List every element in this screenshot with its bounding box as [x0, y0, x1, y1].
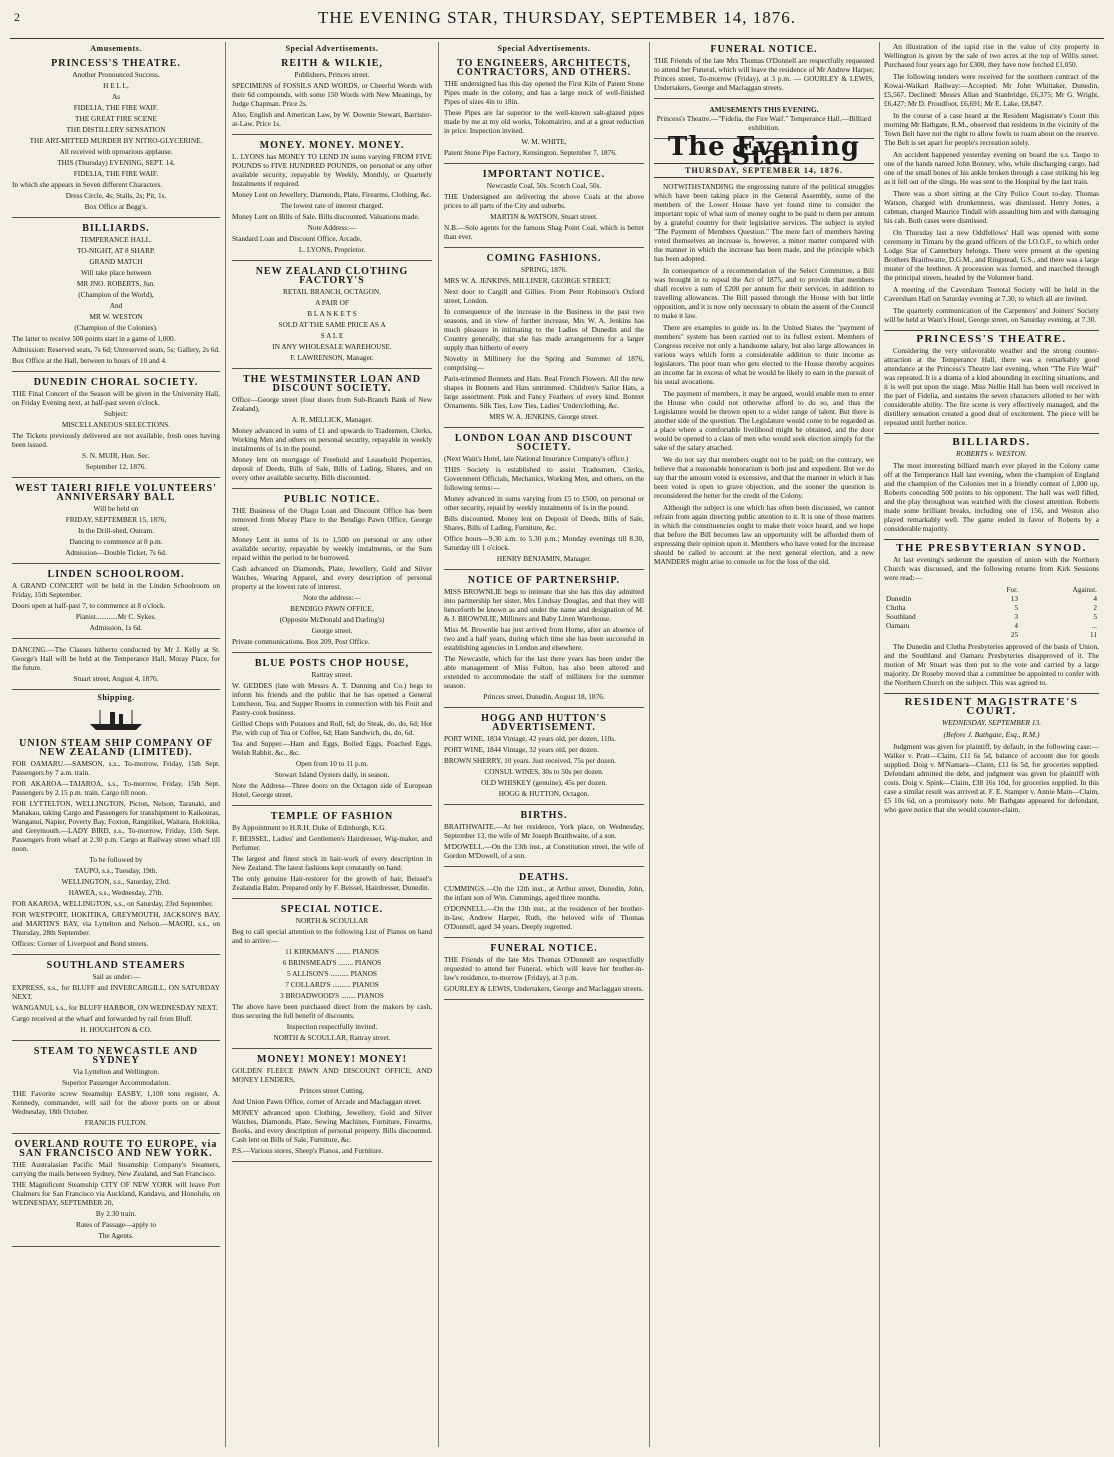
article-paragraph: The payment of members, it may be argued, would enable men to enter the House who could not otherwise afford to do so, and thus the Legislature would be thrown open to a wider range of talent. But there is another side of the question. The Legislature would come to be regarded as a place where a comfortable livelihood might be obtained, and the door would be opened to a class of men who would seek election simply for the sake of the salary attached.: [654, 389, 874, 452]
section-heading: Shipping.: [97, 693, 135, 702]
table-total: 11: [1089, 630, 1097, 639]
ad-line: THE ART-MITTED MURDER BY NITRO-GLYCERINE.: [29, 136, 203, 145]
ad-heading: AMUSEMENTS THIS EVENING.: [709, 105, 819, 114]
advertisement: [444, 941, 644, 1000]
table-header-cell: For.: [1006, 585, 1019, 594]
ad-line: In the Drill-shed, Outram.: [78, 526, 154, 535]
table-cell: Oamaru: [886, 621, 910, 630]
ad-line: Stewart Island Oysters daily, in season.: [274, 770, 390, 779]
advertisement: [444, 431, 644, 570]
ad-line: O'DONNELL.—On the 13th inst., at the residence of her brother-in-law, Andrew Harper, Ruth, the beloved wife of Thomas O'Donnell, aged 34 years. Deeply regretted.: [444, 904, 644, 931]
ad-line: George street.: [311, 626, 353, 635]
table-header-cell: [884, 585, 977, 594]
ad-line: SPECIMENS of FOSSILS AND WORDS, or Cheerful Words with their 6d compounds, with some 150 Words with New Meanings, by Judge Chapman. Price 2s.: [232, 81, 432, 108]
ad-heading: SPECIAL NOTICE.: [280, 904, 384, 915]
paper-title: The Evening Star: [667, 132, 861, 171]
ad-line: W. M. WHITE,: [521, 137, 567, 146]
ad-line: Princes street, Dunedin, August 18, 1876.: [483, 692, 605, 701]
advertisement: [444, 56, 644, 164]
advertisement: [12, 1137, 220, 1247]
ad-heading: HOGG AND HUTTON'S ADVERTISEMENT.: [481, 713, 607, 733]
ad-line: THE Australasian Pacific Mail Steamship Company's Steamers, carrying the mails between Sydney, New Zealand, and San Francisco.: [12, 1160, 220, 1178]
ad-heading: BLUE POSTS CHOP HOUSE,: [254, 658, 410, 669]
advertisement: [232, 56, 432, 135]
ad-line: L. LYONS has MONEY TO LEND IN sums varying FROM FIVE POUNDS to FIVE HUNDRED POUNDS, on personal or any other available security, repayable by Weekly, Monthly, or Quarterly Instalments if required.: [232, 152, 432, 188]
ad-heading: STEAM TO NEWCASTLE AND SYDNEY: [33, 1046, 199, 1066]
advertisement: [12, 56, 220, 218]
ad-line: THE GREAT FIRE SCENE: [75, 114, 157, 123]
ad-line: NORTH & SCOULLAR: [295, 916, 369, 925]
ad-heading: REITH & WILKIE,: [281, 58, 383, 69]
ad-line: GOURLEY & LEWIS, Undertakers, George and Maclaggan streets.: [444, 984, 644, 993]
article-text: The Dunedin and Clutha Presbyteries approved of the basis of Union, and the Southland and Oamaru Presbyteries disapproved of it. The motion of Mr Stuart was then put to the vote and carried by a large majority. Dr Roseby moved that a committee be appointed to confer with the Northern Church on the subject. This was agreed to.: [884, 642, 1099, 687]
ad-line: Admission, 1s 6d.: [89, 623, 143, 632]
ad-heading: THE WESTMINSTER LOAN AND DISCOUNT SOCIETY.: [242, 374, 422, 394]
ad-line: GOLDEN FLEECE PAWN AND DISCOUNT OFFICE, AND MONEY LENDERS,: [232, 1066, 432, 1084]
ad-line: September 12, 1876.: [85, 462, 147, 471]
ad-text: Princess's Theatre.—"Fidelia, the Fire Waif." Temperance Hall.—Billiard exhibition.: [656, 114, 872, 132]
ad-line: A GRAND CONCERT will be held in the Linden Schoolroom on Friday, 15th September.: [12, 581, 220, 599]
ad-line: The latter to receive 500 points start in a game of 1,000.: [12, 334, 176, 343]
article-paragraph: NOTWITHSTANDING the engrossing nature of the political struggles which have been taking place in the General Assembly, some of the members of the Lower House have yet found time to consider the important topic of what sum of money ought to be paid to them per annum by a grateful country for their legislative services. The subject is styled "The Payment of Members Question." The mere fact of members having voted themselves an increase is, however, a minor matter compared with the manner in which the increase has been made, and the principle which has been adopted.: [654, 182, 874, 263]
article-text: At last evening's sederunt the question of union with the Northern Church was discussed, and the following returns from Kirk Sessions were read:—: [884, 555, 1099, 582]
table-cell: 3: [1014, 612, 1019, 621]
ad-line: H E L L,: [103, 81, 129, 90]
ad-line: The Agents.: [98, 1231, 134, 1240]
column-1: [12, 42, 220, 1447]
section-heading: Amusements.: [90, 44, 142, 53]
ad-line: GRAND MATCH: [89, 257, 143, 266]
ad-line: FIDELIA, THE FIRE WAIF.: [73, 169, 159, 178]
advertisement: [232, 902, 432, 1049]
ad-line: The lowest rate of interest charged.: [280, 201, 384, 210]
ad-line: Money Lent in sums of 1s to 1,500 on personal or any other available security, repayable by weekly instalments, or the Sum repaid within the period to be borrowed.: [232, 535, 432, 562]
ad-line: Note Address:—: [307, 223, 357, 232]
ad-line: The above have been purchased direct from the makers by cash, thus securing the full benefit of discounts.: [232, 1002, 432, 1020]
ad-line: RETAIL BRANCH, OCTAGON.: [283, 287, 381, 296]
ad-line: SOLD AT THE SAME PRICE AS A: [278, 320, 386, 329]
table-cell: Southland: [886, 612, 916, 621]
ad-line: Another Pronounced Success.: [72, 70, 160, 79]
advertisement: [12, 736, 220, 955]
article-paragraph: Although the subject is one which has often been discussed, we cannot refrain from again directing public attention to it. It is one of those matters in which the constituencies ought to make their voice heard, and we hope that before the Bill becomes law an opportunity will be afforded them of expressing their opinion upon it. Members who have voted for the increase should be called to account at the next general election, and a new MANDERS might arise to console us for the loss of the old.: [654, 503, 874, 566]
ad-heading: WEST TAIERI RIFLE VOLUNTEERS' ANNIVERSARY BALL: [15, 483, 217, 503]
ad-line: THE Undersigned are delivering the above Coals at the above prices to all parts of the City and suburbs.: [444, 192, 644, 210]
special-ads: [444, 56, 644, 1000]
ad-line: Newcastle Coal, 50s. Scotch Coal, 50s.: [486, 181, 602, 190]
ad-line: Paris-trimmed Bonnets and Hats. Real French Flowers. All the new shapes in Bonnets and Hats untrimmed. Children's Sailor Hats, a large assortment. Pink and Fancy Feathers of every kind. Bonnet Ornaments. Silk Ties, Low Ties, Ladies' Underclothing, &c.: [444, 374, 644, 410]
ad-line: MR JNO. ROBERTS, Jun.: [76, 279, 156, 288]
ad-line: MARTIN & WATSON, Stuart street.: [490, 212, 598, 221]
court-date: WEDNESDAY, SEPTEMBER 13.: [941, 718, 1042, 727]
ad-line: MONEY advanced upon Clothing, Jewellery, Gold and Silver Watches, Diamonds, Plate, Sewing Machines, Furniture, Firearms, Books, and every description of personal property. Bills discounted. Cash lent on Bills of Sale, Furniture, &c.: [232, 1108, 432, 1144]
advertisement: [12, 221, 220, 372]
article-text: The most interesting billiard match ever played in the Colony came off at the Temperance Hall last evening, when the champion of England and the champion of the Colonies met in a friendly contest of 1,000 up, Roberts conceding 500 points to his opponent. The hall was well filled, and the play throughout was watched with the closest attention. Roberts made some brilliant breaks, including one of 156, and Weston also played remarkably well. The game ended in favor of Roberts by a considerable majority.: [884, 461, 1099, 533]
ad-line: Note the address:—: [303, 593, 361, 602]
ad-line: S. N. MUIR, Hon. Sec.: [82, 451, 150, 460]
advertisement: [12, 642, 220, 690]
ad-line: P.S.—Various stores, Sheep's Pianos, and Furniture.: [232, 1146, 384, 1155]
ad-line: THE undersigned has this day opened the First Kiln of Patent Stone Pipes made in the colony, and has a large stock of well-finished Pipes of sizes 4in to 18in.: [444, 79, 644, 106]
ad-line: A PAIR OF: [315, 298, 349, 307]
ad-heading: BILLIARDS.: [82, 223, 150, 234]
ad-line: Tea and Supper.—Ham and Eggs, Boiled Eggs, Poached Eggs, Welsh Rabbit, &c., &c.: [232, 739, 432, 757]
ad-line: NORTH & SCOULLAR, Rattray street.: [273, 1033, 391, 1042]
ad-heading: NEW ZEALAND CLOTHING FACTORY'S: [255, 266, 409, 286]
ad-line: By 2.30 train.: [95, 1209, 137, 1218]
advertisement: [232, 138, 432, 261]
ad-heading: BIRTHS.: [520, 810, 568, 821]
news-paragraph: The quarterly communication of the Carpenters' and Joiners' Society will be held at Wain's Hotel, George street, on Saturday evening, at 7.30.: [884, 306, 1099, 324]
ad-line: TAUPO, s.s., Tuesday, 19th.: [74, 866, 158, 875]
ad-text: THE Friends of the late Mrs Thomas O'Donnell are respectfully requested to attend her Funeral, which will leave the residence of Mr Andrew Harper, Princes street, To-morrow (Friday), at 3 p.m. — GOURLEY & LEWIS, Undertakers, George and Maclaggan streets.: [654, 56, 874, 92]
ad-line: N.B.—Sole agents for the famous Shag Point Coal, which is better than ever.: [444, 223, 644, 241]
ad-line: FIDELIA, THE FIRE WAIF.: [73, 103, 159, 112]
ad-line: Grilled Chops with Potatoes and Roll, 6d; do Steak, do, do, 6d; Hot Pie, with cup of Tea or Coffee, 6d; Ham Sandwich, do, do, 6d.: [232, 719, 432, 737]
table-cell: Dunedin: [886, 594, 912, 603]
ad-line: FOR WESTPORT, HOKITIKA, GREYMOUTH, JACKSON'S BAY, and MARTIN'S BAY, via Lyttelton and Nelson.—MAORI, s.s., on Thursday, 28th September.: [12, 910, 220, 937]
ad-line: Will be held on: [93, 504, 139, 513]
advertisement: [12, 375, 220, 478]
ad-line: HOGG & HUTTON, Octagon.: [498, 789, 590, 798]
article-text: Considering the very unfavorable weather and the strong counter-attraction at the Temperance Hall, there was a remarkably good attendance at the Princess's Theatre last evening, when "The Fire Waif" was repeated. It is a drama of a kind abounding in exciting situations, and it is well put upon the stage. Miss Nellie Hall has been well received in the part of Fidelia, and sustains the seven characters allotted to her with considerable ability. The fire scene is very effectively managed, and the distillery sensation created a good deal of excitement. The piece will be repeated until further notice.: [884, 346, 1099, 427]
ad-line: Superior Passenger Accommodation.: [61, 1078, 170, 1087]
ad-line: And: [109, 301, 123, 310]
ad-line: Rattray street.: [311, 670, 353, 679]
ad-line: TO-NIGHT, AT 8 SHARP.: [76, 246, 156, 255]
ad-line: MISS BROWNLIE begs to intimate that she has this day admitted into partnership her sister, Mrs Lindsay Douglas, and that they will henceforth be known as and under the name and designation of M. & J. BROWNLIE, Milliners and Baby Linen Warehouse.: [444, 587, 644, 623]
ad-line: H. HOUGHTON & CO.: [80, 1025, 152, 1034]
table-total: 25: [1010, 630, 1019, 639]
ad-line: Also, English and American Law, by W. Downie Stewart, Barrister-at-Law. Price 1s.: [232, 110, 432, 128]
advertisement: [444, 870, 644, 938]
ad-line: Money lent on mortgage of Freehold and Leasehold Properties, deposit of Deeds, Bills of Sale, Bills of Lading, Shares, and on every other available security. Bills discounted.: [232, 455, 432, 482]
ad-line: Rates of Passage—apply to: [75, 1220, 157, 1229]
ad-line: Cash advanced on Diamonds, Plate, Jewellery, Gold and Silver Watches, Wearing Apparel, and every description of personal property at the lowest rate of interest.: [232, 564, 432, 591]
advertisement: [232, 264, 432, 369]
advertisement: [232, 809, 432, 899]
advertisement: [232, 1052, 432, 1162]
ad-line: In which she appears in Seven different Characters.: [12, 180, 163, 189]
dateline: THURSDAY, SEPTEMBER 14, 1876.: [654, 163, 874, 178]
ad-line: FRANCIS FULTON.: [84, 1118, 148, 1127]
section-heading: Special Advertisements.: [497, 44, 591, 53]
ad-line: Via Lyttelton and Wellington.: [72, 1067, 160, 1076]
ad-line: A. R. MELLICK, Manager.: [291, 415, 373, 424]
ad-line: 11 KIRKMAN'S ........ PIANOS: [285, 947, 379, 956]
ad-heading: PRINCESS'S THEATRE.: [51, 58, 181, 69]
leading-article: [654, 182, 874, 566]
advertisement: [232, 372, 432, 489]
ad-line: THE Business of the Otago Loan and Discount Office has been removed from Moray Place to the Bendigo Pawn Office, George street.: [232, 506, 432, 533]
advertisement: [444, 808, 644, 867]
ad-line: THE Favorite screw Steamship EASBY, 1,100 tons register, A. Kennedy, commander, will sail for the above ports on or about Wednesday, 18th October.: [12, 1089, 220, 1116]
ad-line: 3 BROADWOOD'S ........ PIANOS: [280, 991, 384, 1000]
ad-line: 6 BRINSMEAD'S ........ PIANOS: [282, 958, 382, 967]
ad-line: MR W. WESTON: [89, 312, 143, 321]
ad-line: Private communications. Box 209, Post Office.: [232, 637, 370, 646]
ad-line: Bills discounted. Money lent on Deposit of Deeds, Bills of Sale, Shares, Bills of Lading, Furniture, &c.: [444, 514, 644, 532]
ad-heading: PUBLIC NOTICE.: [283, 494, 381, 505]
table-cell: 5: [1093, 612, 1097, 621]
article-paragraph: In consequence of a recommendation of the Select Committee, a Bill was brought in to repeal the Act of 1875, and to provide that members shall receive a sum of £200 per annum for their services, in addition to travelling allowances. The Bill passed through the House with but little opposition, and it is now only necessary to obtain the assent of the Council to make it law.: [654, 266, 874, 320]
ad-line: Dress Circle, 4s; Stalls, 2s; Pit, 1s.: [65, 191, 167, 200]
court-before: (Before J. Bathgate, Esq., R.M.): [943, 730, 1040, 739]
table-row: [884, 621, 1099, 630]
ad-line: BENDIGO PAWN OFFICE,: [290, 604, 374, 613]
table-cell: Clutha: [886, 603, 906, 612]
news-paragraph: The following tenders were received for the southern contract of the Kowai-Waikari Railway:—Accepted: Mr John Whittaker, Dunedin, £5,567. Declined: Messrs Allan and Stanbridge, £6,375; Mr G. Wright, £6,427; Mr D. Proudfoot, £6,691; Mr E. Lake, £8,847.: [884, 72, 1099, 108]
shipping-ads: [12, 736, 220, 1247]
ad-line: Money advanced in sums varying from £5 to £500, on personal or other security, repaid by weekly instalments of 1s in the pound.: [444, 494, 644, 512]
article-heading: THE PRESBYTERIAN SYNOD.: [884, 539, 1099, 553]
ad-heading: FUNERAL NOTICE.: [490, 943, 598, 954]
table-row: [884, 594, 1099, 603]
ad-line: 7 COLLARD'S .......... PIANOS: [285, 980, 379, 989]
masthead: [0, 8, 1114, 38]
column-2: [232, 42, 432, 1447]
ad-line: Office hours—9.30 a.m. to 5.30 p.m.; Monday evenings till 8.30, Saturday till 1 o'clock.: [444, 534, 644, 552]
column-divider: [879, 42, 880, 1447]
ad-line: The largest and finest stock in hair-work of every description in New Zealand. The latest fashions kept constantly on hand.: [232, 854, 432, 872]
ad-heading: OVERLAND ROUTE TO EUROPE, via SAN FRANCISCO AND NEW YORK.: [14, 1139, 218, 1159]
ad-line: Standard Loan and Discount Office, Arcade.: [232, 234, 362, 243]
ad-line: Pianist............Mr C. Sykes.: [75, 612, 157, 621]
ad-line: Sail as under:—: [92, 972, 140, 981]
ad-heading: MONEY. MONEY. MONEY.: [259, 140, 405, 151]
funeral-notice: [654, 42, 874, 99]
ad-line: OLD WHISKEY (genuine), 45s per dozen.: [481, 778, 607, 787]
ad-line: F. LAWRENSON, Manager.: [290, 353, 374, 362]
ad-line: Patent Stone Pipe Factory, Kensington. September 7, 1876.: [444, 148, 617, 157]
ad-line: WANGANUI, s.s., for BLUFF HARBOR, ON WEDNESDAY NEXT.: [12, 1003, 218, 1012]
table-cell: 4: [1093, 594, 1097, 603]
ad-heading: DUNEDIN CHORAL SOCIETY.: [33, 377, 199, 388]
ad-heading: FUNERAL NOTICE.: [710, 44, 818, 55]
ad-line: Note the Address—Three doors on the Octagon side of European Hotel, George street.: [232, 781, 432, 799]
column-4: [654, 42, 874, 1447]
ad-line: (Champion of the World),: [78, 290, 154, 299]
ad-line: CONSUL WINES, 30s to 50s per dozen.: [484, 767, 604, 776]
ad-line: In consequence of the increase in the Business in the past two seasons, and in view of further increase, Mrs W. A. Jenkins has much pleasure in intimating to the Ladies of Dunedin and the Country generally, that she has made arrangements for a larger supply than hitherto of every: [444, 307, 644, 352]
ad-line: F. BEISSEL, Ladies' and Gentlemen's Hairdresser, Wig-maker, and Perfumer.: [232, 834, 432, 852]
ad-line: THE Magnificent Steamship CITY OF NEW YORK will leave Port Chalmers for San Francisco via Auckland, Kandavu, and Honolulu, on WEDNESDAY, SEPTEMBER 20,: [12, 1180, 220, 1207]
table-cell: 2: [1093, 603, 1097, 612]
ad-heading: SOUTHLAND STEAMERS: [46, 960, 186, 971]
news-paragraph: An illustration of the rapid rise in the value of city property in Wellington is given by the sale of two acres at the top of Willis street. Purchased four years ago for £300, they have now fetched £1,050.: [884, 42, 1099, 69]
ad-line: By Appointment to H.R.H. Duke of Edinburgh, K.G.: [232, 823, 387, 832]
article-paragraph: There are examples to guide us. In the United States the "payment of members" system has been carried out to its fullest extent. Members of Congress receive not only a handsome salary, but also large allowances in various ways which form a considerable addition to their income as legislators. The poor man who gets elected to the House thereby acquires an income far in excess of what he would be likely to earn in the pursuit of his usual avocations.: [654, 323, 874, 386]
ad-line: B L A N K E T S: [307, 309, 357, 318]
advertisement: [12, 958, 220, 1041]
ad-line: Admission: Reserved seats, 7s 6d; Unreserved seats, 5s; Gallery, 2s 6d.: [12, 345, 220, 354]
ad-line: Princes street Cutting,: [299, 1086, 365, 1095]
ad-heading: LINDEN SCHOOLROOM.: [47, 569, 185, 580]
steamship-icon: [86, 706, 146, 732]
ad-line: Open from 10 to 11 p.m.: [295, 759, 369, 768]
table-cell: ...: [1091, 621, 1097, 630]
ad-line: BRAITHWAITE.—At her residence, York place, on Wednesday, September 13, the wife of Mr Joseph Braithwaite, of a son.: [444, 822, 644, 840]
advertisement: [444, 167, 644, 248]
ad-line: The Newcastle, which for the last three years has been under the able management of Miss Fulton, has also been altered and extended to accommodate the staff of milliners for the summer season.: [444, 654, 644, 690]
ad-line: Box Office at the Hall, between to hours of 10 and 4.: [12, 356, 167, 365]
ad-line: 5 ALLISON'S .......... PIANOS: [287, 969, 377, 978]
article-subheading: ROBERTS v. WESTON.: [956, 449, 1027, 458]
article-text: Judgment was given for plaintiff, by default, in the following case:—Walker v. Pratt—Claim, £11 6s 5d, balance of account due for goods supplied. Doig v. M'Namara—Claim, £11 6s 5d, for groceries supplied. Defendant admitted the debt, and judgment was given for plaintiff with costs. Doig v. Spink—Claim, £38 16s 10d, for groceries supplied. In this case a similar result was arrived at. F. E. Stamper v. Annie Main—Claim, £5 10s 6d, on a promissory note. Mr Bathgate appeared for defendant, who gave notice that she would counter-claim.: [884, 742, 1099, 814]
ad-line: The only genuine Hair-restorer for the growth of hair, Beissel's Zealandia Balm. Prepared only by F. Beissel, Hairdresser, Dunedin.: [232, 874, 432, 892]
news-paragraph: On Thursday last a new Oddfellows' Hall was opened with some ceremony in Timaru by the grand officers of the I.O.O.F., to which order Lodge Star of Canterbury belongs. There were present at the opening Brothers Braithwaite, D.G.M., and Ringstead, G.S., and there was a large muster of the brethren. A procession was formed, and marched through the principal streets, headed by the Volunteer band.: [884, 228, 1099, 282]
ad-line: M'DOWELL.—On the 13th inst., at Constitution street, the wife of Gordon M'Dowell, of a son.: [444, 842, 644, 860]
ad-line: PORT WINE, 1834 Vintage, 42 years old, per dozen, 110s.: [444, 734, 616, 743]
news-paragraph: A meeting of the Caversham Teetotal Society will be held in the Caversham Hall on Saturday evening at 7.30, to which all are invited.: [884, 285, 1099, 303]
advertisement: [12, 1044, 220, 1134]
amusement-ads: [12, 56, 220, 690]
ad-line: L. LYONS, Proprietor.: [298, 245, 366, 254]
column-5: [884, 42, 1099, 1447]
advertisement: [444, 251, 644, 428]
ad-line: Cargo received at the wharf and forwarded by rail from Bluff.: [12, 1014, 193, 1023]
table-row: [884, 603, 1099, 612]
ad-line: SPRING, 1876.: [520, 265, 568, 274]
ad-line: Miss M. Brownlie has just arrived from Home, after an absence of two and a half years, during which time she has been successful in establishing agencies in London and elsewhere.: [444, 625, 644, 652]
ad-line: THE Final Concert of the Season will be given in the University Hall, on Friday Evening next, at half-past seven o'clock.: [12, 389, 220, 407]
ad-line: TEMPERANCE HALL.: [80, 235, 152, 244]
article-paragraph: We do not say that members ought not to be paid; on the contrary, we believe that a reasonable honorarium is both just and expedient. But we do say that the amount voted is excessive, and that the manner in which it has been voted is open to grave objection, and the sooner the question is reconsidered the better for the credit of the Colony.: [654, 455, 874, 500]
ad-line: W. GEDDES (late with Messrs A. T. Dunning and Co.) begs to inform his friends and the public that he has opened a General Luncheon, Tea, and Supper Rooms in connection with his Fruit and Pastry-cook business.: [232, 681, 432, 717]
ad-line: MRS W. A. JENKINS, George street.: [489, 412, 599, 421]
ad-line: S A L E: [320, 331, 344, 340]
ad-line: Money Lent on Jewellery, Diamonds, Plate, Firearms, Clothing, &c.: [232, 190, 432, 199]
ad-heading: IMPORTANT NOTICE.: [482, 169, 606, 180]
column-divider: [225, 42, 226, 1447]
ad-line: THIS Society is established to assist Tradesmen, Clerks, Government Officials, Mechanics, Working Men, and others, on the following terms:—: [444, 465, 644, 492]
ad-line: THE DISTILLERY SENSATION: [66, 125, 166, 134]
ad-line: FOR AKAROA—TAIAROA, s.s., To-morrow, Friday, 15th Sept. Passengers by 2.15 p.m. train. Cargo till noon.: [12, 779, 220, 797]
ad-line: Dancing to commence at 8 p.m.: [69, 537, 163, 546]
ad-line: MRS W. A. JENKINS, MILLINER, GEORGE STREET,: [444, 276, 611, 285]
ad-line: And Union Pawn Office, corner of Arcade and Maclaggan street.: [232, 1097, 422, 1106]
ad-line: Publishers, Princes street.: [294, 70, 370, 79]
ad-heading: DEATHS.: [519, 872, 569, 883]
advertisement: [12, 481, 220, 564]
ad-line: (Next Wain's Hotel, late National Insurance Company's office.): [444, 454, 629, 463]
ad-line: FOR AKAROA, WELLINGTON, s.s., on Saturday, 23rd September.: [12, 899, 214, 908]
ad-line: These Pipes are far superior to the well-known salt-glazed pipes made by me at my old works, Tokomairiro, and at a great reduction in price. Inspection invited.: [444, 108, 644, 135]
page-number: 2: [14, 10, 21, 24]
ad-line: Offices: Corner of Liverpool and Bond streets.: [12, 939, 149, 948]
ad-line: All received with uproarious applause.: [59, 147, 173, 156]
ad-line: Subject:: [104, 409, 128, 418]
ad-line: THE Friends of the late Mrs Thomas O'Donnell are respectfully requested to attend her Funeral, which will leave her brother-in-law's residence, to-morrow (Friday), at 3 p.m.: [444, 955, 644, 982]
ad-line: IN ANY WHOLESALE WAREHOUSE.: [272, 342, 392, 351]
ad-heading: TO ENGINEERS, ARCHITECTS, CONTRACTORS, AND OTHERS.: [456, 58, 632, 78]
table-row: [884, 612, 1099, 621]
ad-line: DANCING.—The Classes hitherto conducted by Mr J. Kelly at St. George's Hall will be held at the Temperance Hall, Moray Place, for the future.: [12, 645, 220, 672]
table-cell: 4: [1014, 621, 1019, 630]
advertisement: [444, 711, 644, 805]
ad-line: Money advanced in sums of £1 and upwards to Tradesmen, Clerks, Working Men and others on personal security, repayable in weekly instalments of 1s in the pound.: [232, 426, 432, 453]
news-paragraph: There was a short sitting at the City Police Court to-day. Thomas Watson, charged with drunkenness, was dismissed. Henry Jones, a cabman, charged Maurice Tindall with assaulting him and with damaging his cab. Both cases were dismissed.: [884, 189, 1099, 225]
special-ads: [232, 56, 432, 1162]
article-heading: BILLIARDS.: [884, 433, 1099, 447]
ad-line: Money Lent on Bills of Sale. Bills discounted. Valuations made.: [232, 212, 420, 221]
ad-line: Admission—Double Ticket, 7s 6d.: [65, 548, 167, 557]
ad-line: WELLINGTON, s.s., Saturday, 23rd.: [61, 877, 171, 886]
ad-line: EXPRESS, s.s., for BLUFF and INVERCARGILL, ON SATURDAY NEXT.: [12, 983, 220, 1001]
ad-line: Stuart street, August 4, 1876.: [73, 674, 159, 683]
advertisement: [444, 573, 644, 708]
ad-line: Beg to call special attention to the following List of Pianos on hand and to arrive:—: [232, 927, 432, 945]
ad-line: Next door to Cargill and Gillies. From Peter Robinson's Oxford street, London.: [444, 287, 644, 305]
news-paragraph: An accident happened yesterday evening on board the s.s. Taupo to one of the hands named John Bonney, who, while discharging cargo, had one of the small bones of his ankle broken through a case striking his leg as it fell out of the slings. He was sent to the Hospital by the last train.: [884, 150, 1099, 186]
ad-line: (Opposite McDonald and Darling's): [279, 615, 385, 624]
ad-line: (Champion of the Colonies).: [74, 323, 158, 332]
ad-line: MISCELLANEOUS SELECTIONS.: [61, 420, 171, 429]
ad-heading: NOTICE OF PARTNERSHIP.: [467, 575, 621, 586]
ad-line: PORT WINE, 1844 Vintage, 32 years old, per dozen.: [444, 745, 599, 754]
ad-line: To be followed by: [89, 855, 143, 864]
masthead-title: THE EVENING STAR, THURSDAY, SEPTEMBER 14, 1876.: [318, 8, 796, 27]
ad-line: Will take place between: [80, 268, 151, 277]
ad-line: CUMMINGS.—On the 12th inst., at Arthur street, Dunedin, John, the infant son of Wm. Cummings, aged three months.: [444, 884, 644, 902]
ad-line: THIS (Thursday) EVENING, SEPT. 14,: [57, 158, 175, 167]
news-paragraph: In the course of a case heard at the Resident Magistrate's Court this morning Mr Bathgate, R.M., observed that residents in the vicinity of the Town Belt have not the right to allow fowls to roam about on the reserve. The Belt is set apart for people's recreation solely.: [884, 111, 1099, 147]
table-cell: 13: [1010, 594, 1019, 603]
masthead-rule: [10, 38, 1104, 39]
advertisement: [232, 492, 432, 653]
column-3: [444, 42, 644, 1447]
ad-line: FOR LYTTELTON, WELLINGTON, Picton, Nelson, Taranaki, and Manakau, taking Cargo and Passengers for transhipment to Kaikouras, Wanganui, Napier, Poverty Bay, Foxton, Rangitikei, Waitara, Hokitika, and Greymouth.—LADY BIRD, s.s., To-morrow, Friday, 15th Sept. Passengers from wharf at 2.30 p.m. Cargo at Railway street wharf till noon.: [12, 799, 220, 853]
ad-line: Office—George street (four doors from Sub-Branch Bank of New Zealand),: [232, 395, 432, 413]
ad-heading: COMING FASHIONS.: [486, 253, 602, 264]
article-heading: RESIDENT MAGISTRATE'S COURT.: [884, 693, 1099, 716]
table-cell: 5: [1014, 603, 1019, 612]
ad-line: FRIDAY, SEPTEMBER 15, 1876,: [65, 515, 167, 524]
ad-line: Inspection respectfully invited.: [286, 1022, 378, 1031]
news-paragraphs: [884, 42, 1099, 324]
ad-line: Novelty in Millinery for the Spring and Summer of 1876, comprising—: [444, 354, 644, 372]
table-header-cell: Against.: [1072, 585, 1097, 594]
ad-heading: LONDON LOAN AND DISCOUNT SOCIETY.: [454, 433, 634, 453]
ad-line: HAWEA, s.s., Wednesday, 27th.: [68, 888, 164, 897]
ad-line: As: [111, 92, 121, 101]
section-heading: Special Advertisements.: [285, 44, 379, 53]
ad-heading: TEMPLE OF FASHION: [270, 811, 394, 822]
ad-line: FOR OAMARU.—SAMSON, s.s., To-morrow, Friday, 15th Sept. Passengers by 7 a.m. train.: [12, 759, 220, 777]
ad-line: Box Office at Begg's.: [84, 202, 148, 211]
ad-heading: MONEY! MONEY! MONEY!: [257, 1054, 407, 1065]
column-divider: [438, 42, 439, 1447]
ad-line: Doors open at half-past 7, to commence at 8 o'clock.: [12, 601, 166, 610]
ad-line: BROWN SHERRY, 10 years. Just received, 75s per dozen.: [444, 756, 617, 765]
advertisement: [232, 656, 432, 806]
column-divider: [649, 42, 650, 1447]
ad-line: HENRY BENJAMIN, Manager.: [496, 554, 592, 563]
ad-heading: UNION STEAM SHIP COMPANY OF NEW ZEALAND (LIMITED).: [19, 738, 213, 758]
synod-vote-table: [884, 585, 1099, 639]
article-heading: PRINCESS'S THEATRE.: [884, 330, 1099, 344]
advertisement: [12, 567, 220, 639]
ad-line: The Tickets previously delivered are not available, fresh ones having been issued.: [12, 431, 220, 449]
